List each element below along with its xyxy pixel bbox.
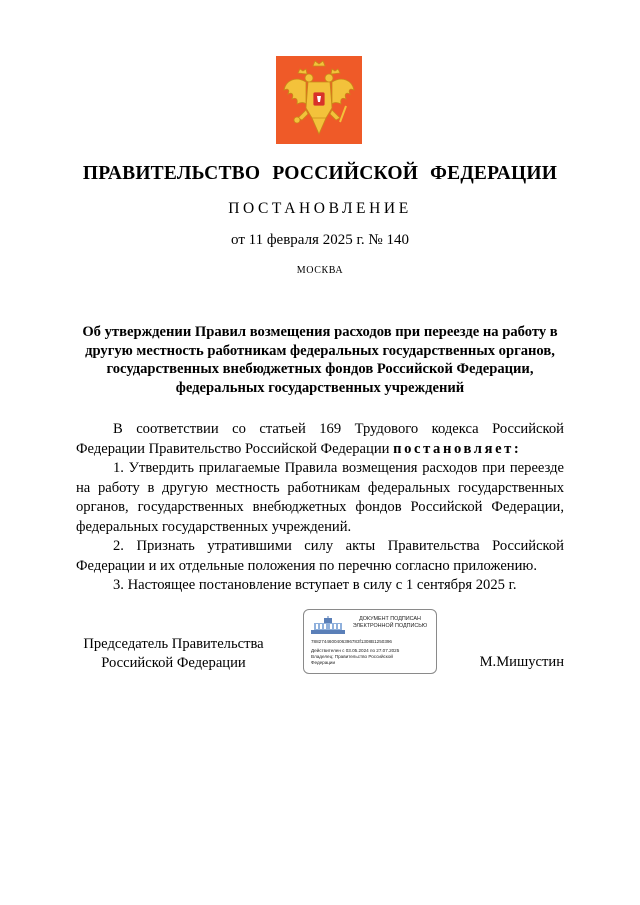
document-city: МОСКВА [296,265,344,276]
stamp-validity: Действителен с 03.05.2024 по 27.07.2025 [311,648,400,653]
document-heading: Об утверждении Правил возмещения расходов при переезде на работу в другую местность работникам федеральных государственных органов, государственных внебюджетных фондов Российской Федерации, федеральных государственных учреждений [82,324,558,396]
position-line-2: Российской Федерации [101,655,246,671]
document-type: ПОСТАНОВЛЕНИЕ [228,200,412,217]
stamp-owner-line-1: Владелец: Правительство Российской [311,654,393,659]
electronic-signature-stamp [303,609,437,674]
preamble-paragraph [76,420,564,459]
stamp-serial: 7882744600406396783f1308B1250396 [311,639,392,644]
preamble-text: В соответствии со статьей 169 Трудового кодекса Российской Федерации Правительство Российской Федерации [76,421,564,457]
signatory-name: М.Мишустин [479,654,564,670]
signatory-position [76,635,271,673]
item-paragraph-3: 3. Настоящее постановление вступает в силу с 1 сентября 2025 г. [113,577,517,593]
item-paragraph-1: 1. Утвердить прилагаемые Правила возмещения расходов при переезде на работу в другую местность работникам федеральных государственных органов, государственных внебюджетных фондов Российской Федерации, федеральных государственных учреждений. [76,460,564,535]
item-paragraph-2: 2. Признать утратившими силу акты Правительства Российской Федерации и их отдельные положения по перечню согласно приложению. [76,538,564,574]
decree-word: постановляет: [393,440,522,457]
government-building-icon [311,616,345,634]
document-date-number: от 11 февраля 2025 г. № 140 [231,232,409,248]
position-line-1: Председатель Правительства [83,636,264,652]
coat-of-arms-icon [276,56,362,144]
stamp-header-line-1: ДОКУМЕНТ ПОДПИСАН [359,616,421,622]
stamp-owner-line-2: Федерации [311,660,336,665]
stamp-header-line-2: ЭЛЕКТРОННОЙ ПОДПИСЬЮ [352,623,428,629]
government-title: ПРАВИТЕЛЬСТВО РОССИЙСКОЙ ФЕДЕРАЦИИ [82,163,558,184]
document-body [76,420,564,596]
stamp-header [344,616,436,630]
